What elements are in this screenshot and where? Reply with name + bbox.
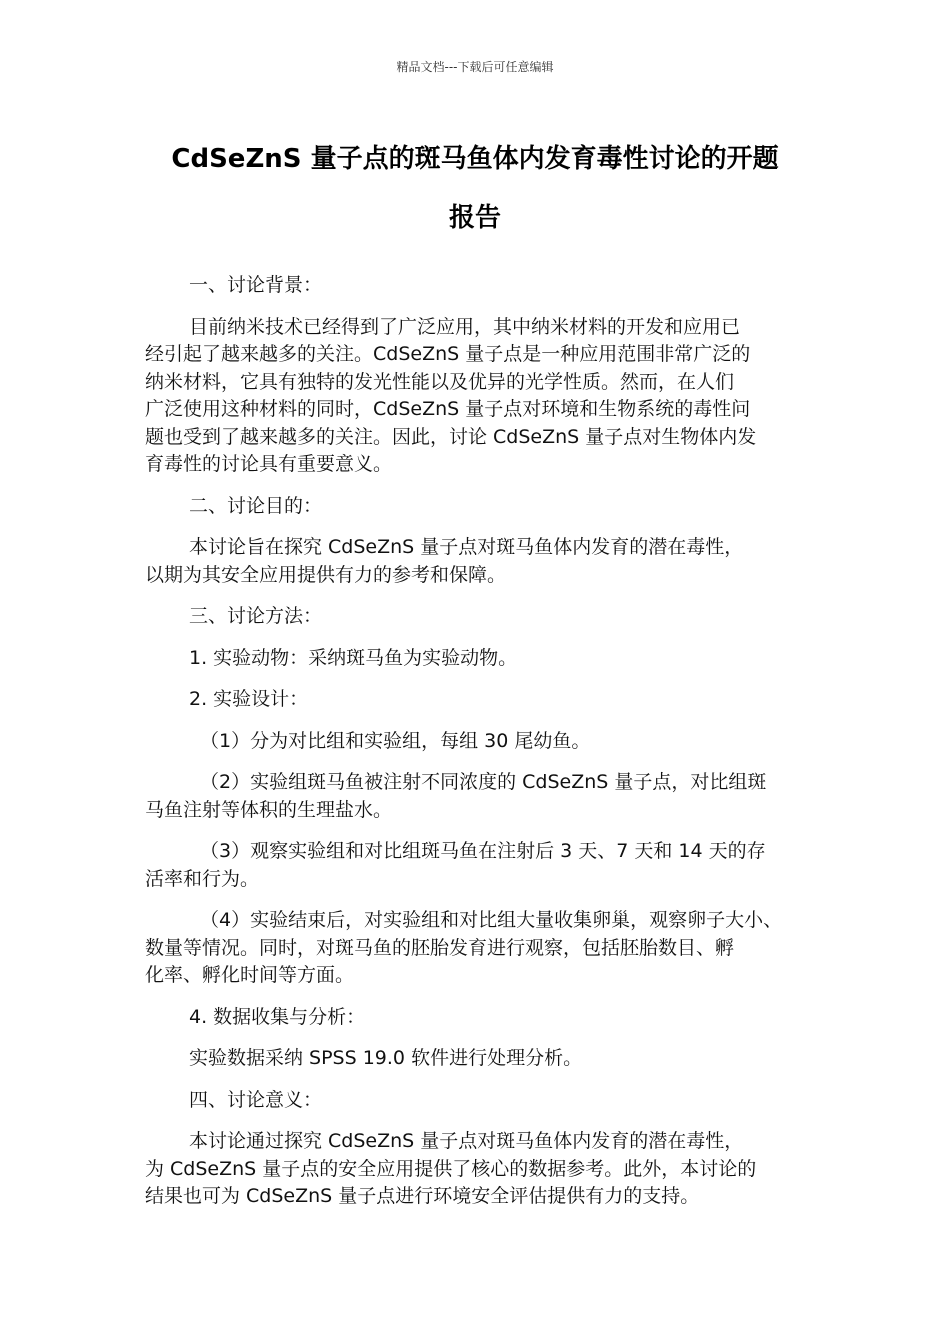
- paragraph-line: 目前纳米技术已经得到了广泛应用，其中纳米材料的开发和应用已: [189, 315, 741, 338]
- document-title-line-2: 报告: [448, 203, 501, 233]
- header-note: 精品文档---下载后可任意编辑: [396, 60, 554, 74]
- paragraph-line: 育毒性的讨论具有重要意义。: [145, 453, 393, 475]
- paragraph-line: 4. 数据收集与分析：: [189, 1005, 366, 1028]
- paragraph-line: 二、讨论目的：: [189, 494, 323, 517]
- paragraph-line: 结果也可为 CdSeZnS 量子点进行环境安全评估提供有力的支持。: [145, 1185, 700, 1207]
- paragraph: [145, 1045, 810, 1073]
- paragraph-line: 为 CdSeZnS 量子点的安全应用提供了核心的数据参考。此外，本讨论的: [145, 1157, 757, 1180]
- paragraph-line: 广泛使用这种材料的同时，CdSeZnS 量子点对环境和生物系统的毒性问: [145, 398, 751, 420]
- paragraph: [145, 838, 810, 893]
- paragraph-line: 题也受到了越来越多的关注。因此，讨论 CdSeZnS 量子点对生物体内发: [145, 425, 757, 448]
- paragraph: [145, 769, 810, 824]
- paragraph: [145, 603, 810, 631]
- paragraph-line: 四、讨论意义：: [189, 1088, 323, 1111]
- paragraph: [145, 1128, 810, 1211]
- paragraph-line: 马鱼注射等体积的生理盐水。: [145, 798, 393, 821]
- paragraph: [145, 907, 810, 990]
- paragraph-line: 一、讨论背景：: [189, 274, 323, 296]
- paragraph: [145, 1087, 810, 1115]
- paragraph-line: 经引起了越来越多的关注。CdSeZnS 量子点是一种应用范围非常广泛的: [145, 343, 751, 365]
- paragraph-line: 纳米材料，它具有独特的发光性能以及优异的光学性质。然而，在人们: [145, 370, 735, 393]
- paragraph: [145, 1004, 810, 1032]
- paragraph-line: （4）实验结束后，对实验组和对比组大量收集卵巢，观察卵子大小、: [200, 909, 783, 931]
- paragraph: [145, 686, 810, 714]
- paragraph-line: 本讨论通过探究 CdSeZnS 量子点对斑马鱼体内发育的潜在毒性，: [189, 1130, 744, 1152]
- paragraph-line: 本讨论旨在探究 CdSeZnS 量子点对斑马鱼体内发育的潜在毒性，: [189, 536, 744, 558]
- paragraph: [145, 534, 810, 589]
- paragraph-line: 实验数据采纳 SPSS 19.0 软件进行处理分析。: [189, 1047, 583, 1069]
- paragraph-line: 以期为其安全应用提供有力的参考和保障。: [145, 563, 507, 586]
- document-body: [145, 272, 810, 1225]
- paragraph: [145, 314, 810, 479]
- paragraph-line: （1）分为对比组和实验组，每组 30 尾幼鱼。: [200, 729, 591, 752]
- document-title-line-1: CdSeZnS 量子点的斑马鱼体内发育毒性讨论的开题: [171, 144, 779, 174]
- paragraph-line: （3）观察实验组和对比组斑马鱼在注射后 3 天、7 天和 14 天的存: [200, 840, 766, 862]
- paragraph-line: 活率和行为。: [145, 867, 260, 890]
- paragraph-line: （2）实验组斑马鱼被注射不同浓度的 CdSeZnS 量子点，对比组斑: [200, 771, 767, 793]
- paragraph-line: 1. 实验动物：采纳斑马鱼为实验动物。: [189, 646, 518, 669]
- paragraph: [145, 645, 810, 673]
- paragraph: [145, 728, 810, 756]
- paragraph: [145, 493, 810, 521]
- paragraph-line: 三、讨论方法：: [189, 605, 323, 627]
- paragraph: [145, 272, 810, 300]
- paragraph-line: 2. 实验设计：: [189, 688, 309, 710]
- paragraph-line: 数量等情况。同时，对斑马鱼的胚胎发育进行观察，包括胚胎数目、孵: [145, 936, 735, 959]
- paragraph-line: 化率、孵化时间等方面。: [145, 964, 355, 986]
